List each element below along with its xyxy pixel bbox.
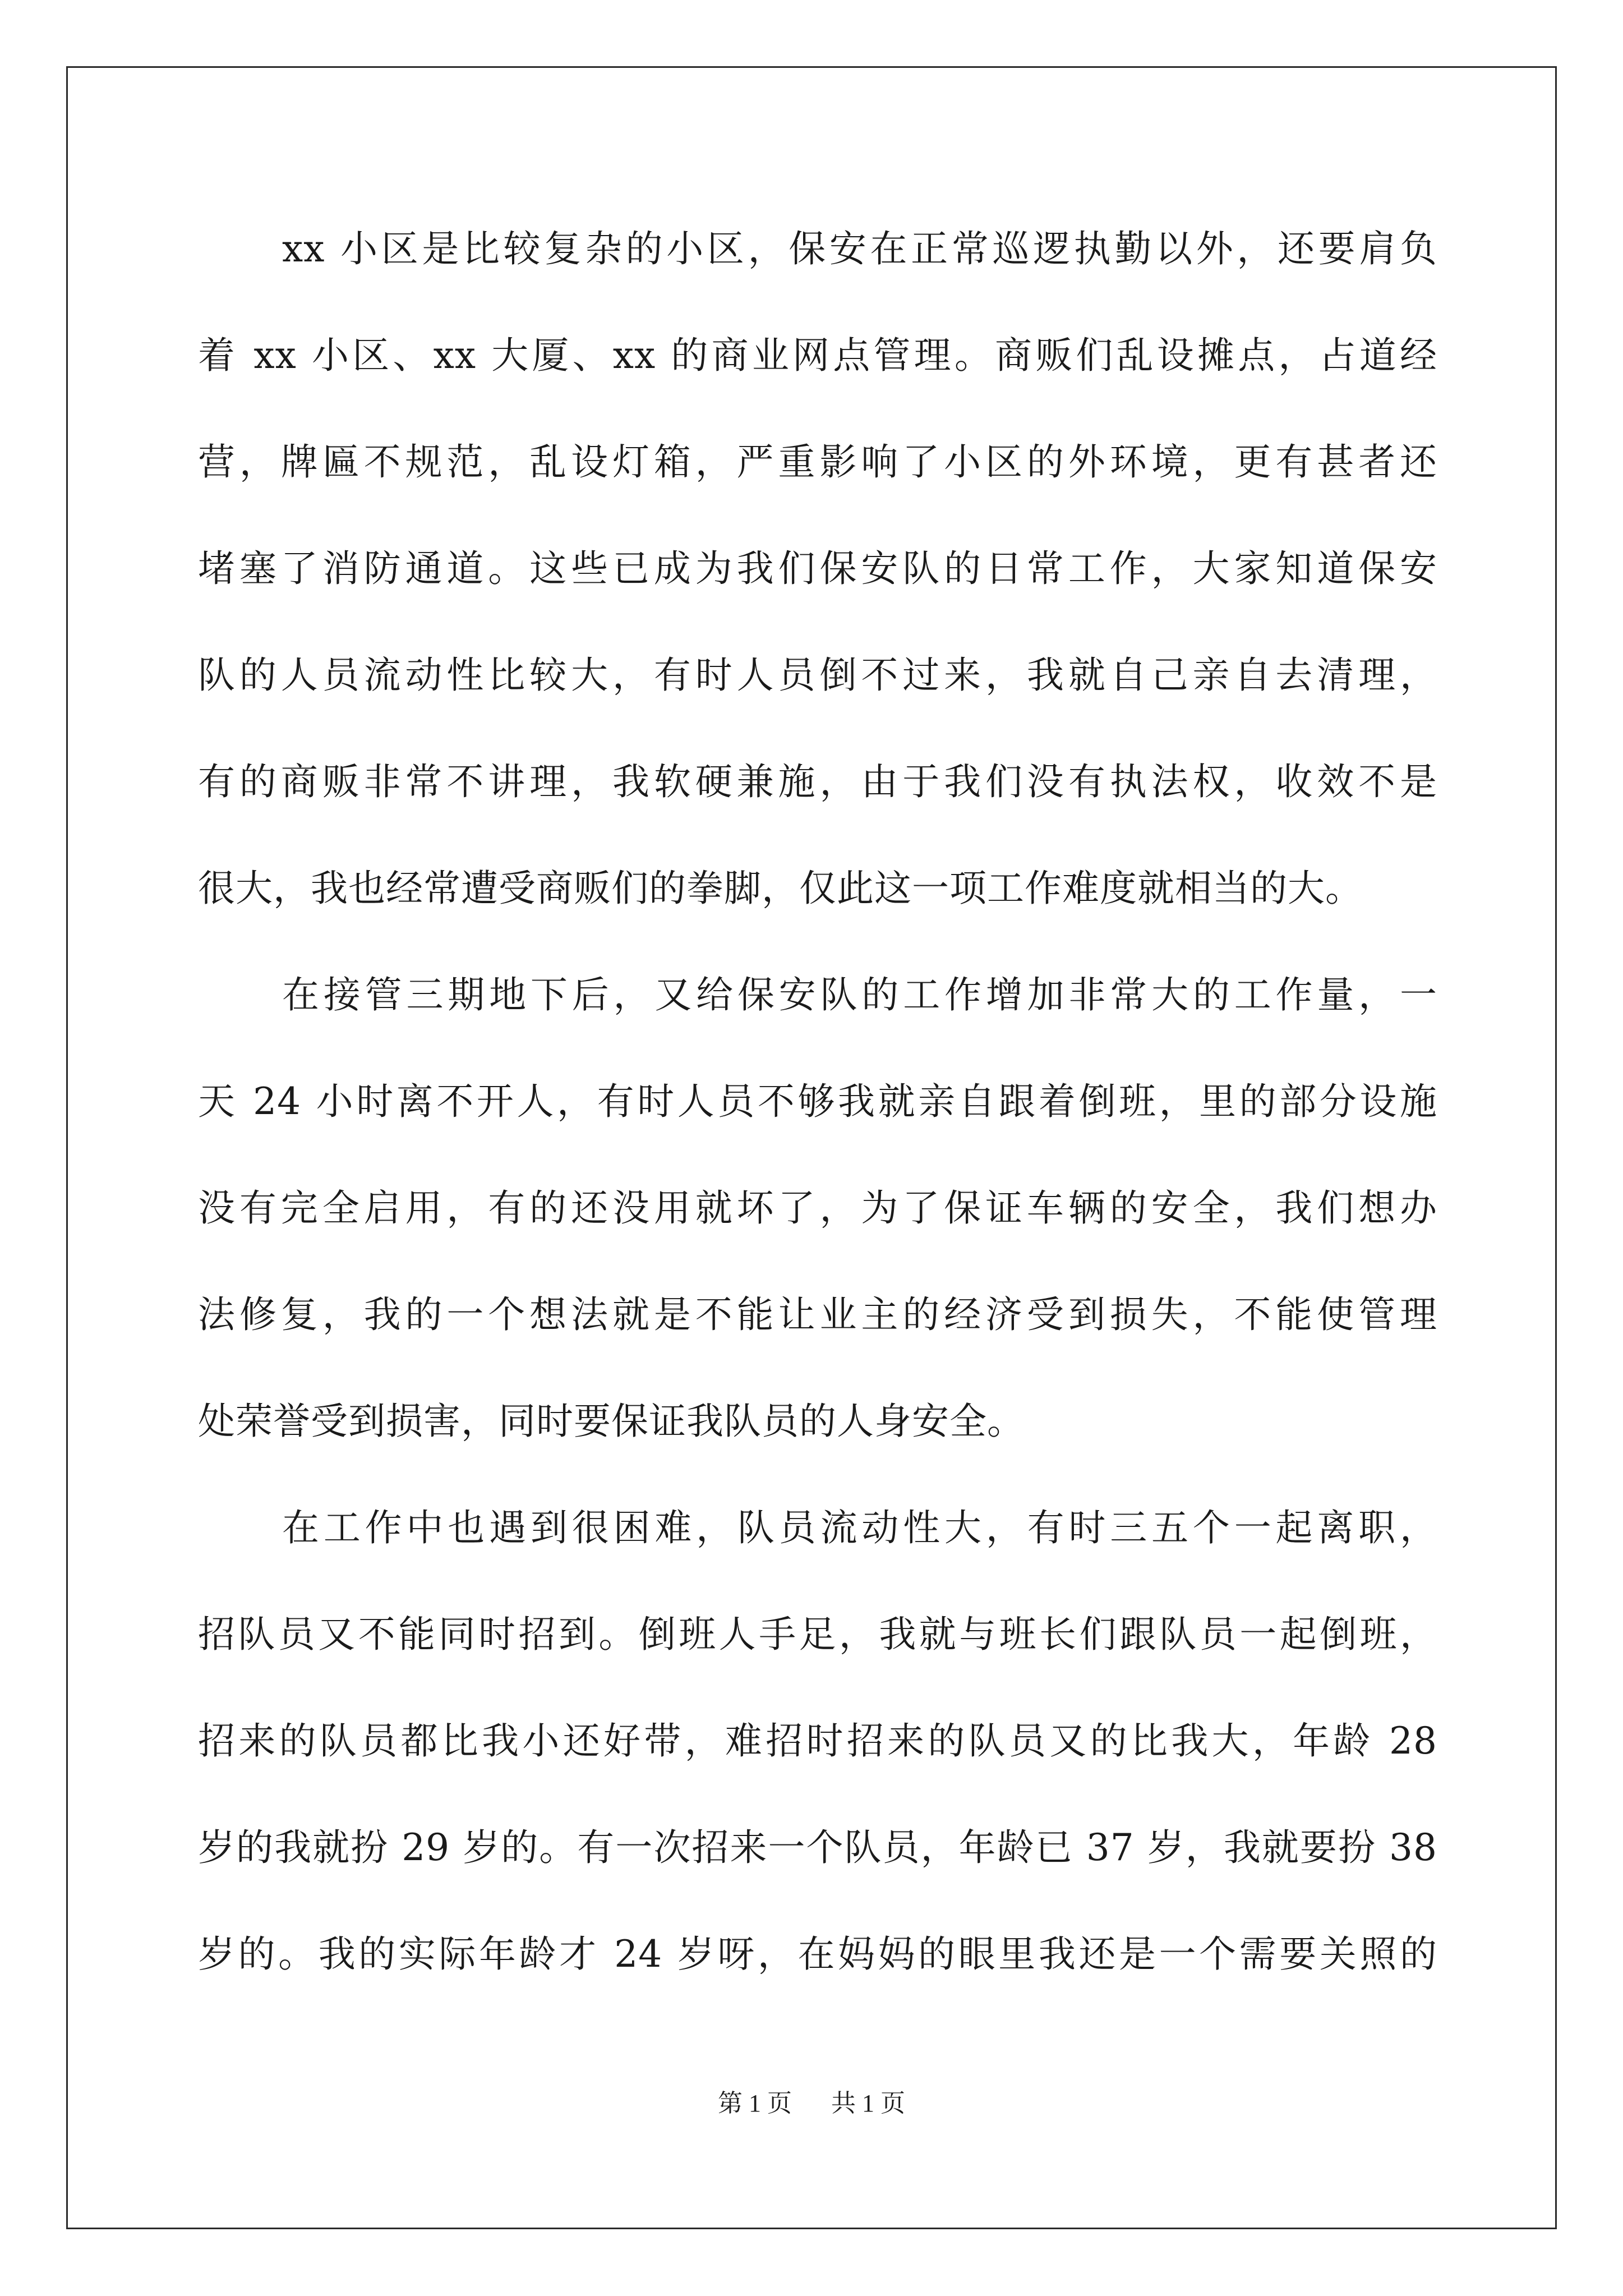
paragraph-2-line-5: 处荣誉受到损害，同时要保证我队员的人身安全。	[198, 1400, 1025, 1443]
paragraph-3-line-2: 招队员又不能同时招到。倒班人手足，我就与班长们跟队员一起倒班，	[198, 1613, 1437, 1656]
paragraph-2-line-4: 法修复，我的一个想法就是不能让业主的经济受到损失，不能使管理	[198, 1293, 1437, 1336]
paragraph-1-line-6: 有的商贩非常不讲理，我软硬兼施，由于我们没有执法权，收效不是	[198, 760, 1437, 803]
page-number-current: 第 1 页	[718, 2090, 792, 2117]
page-border	[66, 66, 1557, 2229]
paragraph-1-line-1: xx 小区是比较复杂的小区，保安在正常巡逻执勤以外，还要肩负	[282, 227, 1437, 270]
page-footer	[0, 2088, 1623, 2119]
paragraph-1-line-5: 队的人员流动性比较大，有时人员倒不过来，我就自己亲自去清理，	[198, 654, 1437, 697]
paragraph-1-line-3: 营，牌匾不规范，乱设灯箱，严重影响了小区的外环境，更有甚者还	[198, 440, 1437, 484]
paragraph-2-line-2: 天 24 小时离不开人，有时人员不够我就亲自跟着倒班，里的部分设施	[198, 1080, 1437, 1123]
paragraph-2-line-3: 没有完全启用，有的还没用就坏了，为了保证车辆的安全，我们想办	[198, 1186, 1437, 1230]
paragraph-2-line-1: 在接管三期地下后，又给保安队的工作增加非常大的工作量，一	[282, 973, 1437, 1016]
paragraph-1-line-7: 很大，我也经常遭受商贩们的拳脚，仅此这一项工作难度就相当的大。	[198, 867, 1363, 910]
paragraph-3-line-3: 招来的队员都比我小还好带，难招时招来的队员又的比我大，年龄 28	[198, 1719, 1437, 1763]
paragraph-1-line-4: 堵塞了消防通道。这些已成为我们保安队的日常工作，大家知道保安	[198, 547, 1437, 590]
paragraph-1-line-2: 着 xx 小区、xx 大厦、xx 的商业网点管理。商贩们乱设摊点，占道经	[198, 334, 1437, 377]
paragraph-3-line-1: 在工作中也遇到很困难，队员流动性大，有时三五个一起离职，	[282, 1506, 1437, 1549]
paragraph-3-line-4: 岁的我就扮 29 岁的。有一次招来一个队员，年龄已 37 岁，我就要扮 38	[198, 1826, 1437, 1869]
paragraph-3-line-5: 岁的。我的实际年龄才 24 岁呀，在妈妈的眼里我还是一个需要关照的	[198, 1932, 1437, 1976]
page-number-total: 共 1 页	[831, 2090, 905, 2117]
